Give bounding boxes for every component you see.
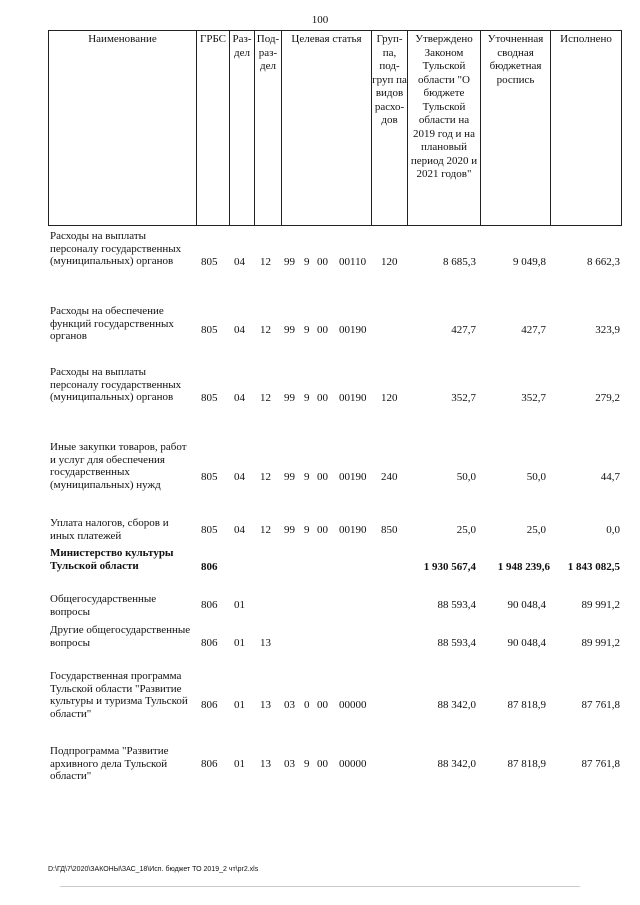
row-executed: 279,2 xyxy=(595,392,620,404)
row-target-4: 00190 xyxy=(339,471,367,483)
header-target xyxy=(281,30,371,226)
row-target-2: 9 xyxy=(304,524,310,536)
row-refined: 1 948 239,6 xyxy=(497,561,550,573)
row-grbs: 806 xyxy=(201,637,218,649)
row-target-3: 00 xyxy=(317,699,328,711)
scan-artifact-line xyxy=(60,886,580,887)
table-row xyxy=(0,305,640,345)
row-refined: 9 049,8 xyxy=(513,256,546,268)
row-approved: 8 685,3 xyxy=(443,256,476,268)
row-podrazdel: 13 xyxy=(260,758,271,770)
row-target-3: 00 xyxy=(317,256,328,268)
row-target-2: 9 xyxy=(304,324,310,336)
row-name: Государственная программа Тульской области "Развитие культуры и туризма Тульской области" xyxy=(50,670,188,720)
row-podrazdel: 12 xyxy=(260,392,271,404)
row-grbs: 805 xyxy=(201,471,218,483)
row-approved: 1 930 567,4 xyxy=(423,561,476,573)
header-razdel xyxy=(229,30,254,226)
row-razdel: 04 xyxy=(234,392,245,404)
header-grbs-text: ГРБС xyxy=(199,33,227,45)
header-podrazdel-text: Под-раз-дел xyxy=(256,33,280,72)
row-razdel: 04 xyxy=(234,324,245,336)
row-razdel: 01 xyxy=(234,599,245,611)
header-podrazdel xyxy=(254,30,281,226)
header-executed xyxy=(550,30,622,226)
row-executed: 44,7 xyxy=(600,471,620,483)
row-target-3: 00 xyxy=(317,392,328,404)
row-target-3: 00 xyxy=(317,758,328,770)
row-vr: 850 xyxy=(381,524,398,536)
row-target-3: 00 xyxy=(317,324,328,336)
row-target-1: 99 xyxy=(284,524,295,536)
row-name: Подпрограмма "Развитие архивного дела Тульской области" xyxy=(50,745,169,782)
row-approved: 88 342,0 xyxy=(437,699,476,711)
header-executed-text: Исполнено xyxy=(560,33,612,45)
row-approved: 50,0 xyxy=(456,471,476,483)
header-refined xyxy=(480,30,550,226)
row-vr: 120 xyxy=(381,256,398,268)
row-approved: 88 593,4 xyxy=(437,637,476,649)
row-executed: 0,0 xyxy=(606,524,620,536)
row-podrazdel: 12 xyxy=(260,524,271,536)
header-name-text: Наименование xyxy=(88,33,157,45)
row-razdel: 01 xyxy=(234,758,245,770)
row-grbs: 806 xyxy=(201,699,218,711)
page-number: 100 xyxy=(311,14,329,26)
row-target-2: 0 xyxy=(304,699,310,711)
row-name: Другие общегосударственные вопросы xyxy=(50,624,191,649)
table-row xyxy=(0,745,640,785)
row-name: Уплата налогов, сборов и иных платежей xyxy=(50,517,169,542)
row-name: Общегосударственные вопросы xyxy=(50,593,157,618)
row-target-3: 00 xyxy=(317,524,328,536)
row-target-1: 99 xyxy=(284,324,295,336)
row-target-4: 00190 xyxy=(339,324,367,336)
row-target-2: 9 xyxy=(304,471,310,483)
row-refined: 87 818,9 xyxy=(507,699,546,711)
row-target-1: 99 xyxy=(284,256,295,268)
row-target-4: 00110 xyxy=(339,256,367,268)
row-razdel: 04 xyxy=(234,524,245,536)
row-refined: 87 818,9 xyxy=(507,758,546,770)
header-name xyxy=(48,30,196,226)
header-refined-text: Уточненная сводная бюджетная роспись xyxy=(487,33,544,86)
row-executed: 8 662,3 xyxy=(587,256,620,268)
row-target-3: 00 xyxy=(317,471,328,483)
header-target-text: Целевая статья xyxy=(291,33,362,45)
row-executed: 87 761,8 xyxy=(581,699,620,711)
row-executed: 89 991,2 xyxy=(581,637,620,649)
row-razdel: 04 xyxy=(234,256,245,268)
header-approved-text: Утверждено Законом Тульской области "О бюджете Тульской области на 2019 год и на плановый период 2020 и 2021 годов" xyxy=(410,33,478,180)
row-podrazdel: 12 xyxy=(260,324,271,336)
row-name: Министерство культуры Тульской области xyxy=(50,547,174,572)
row-name: Расходы на выплаты персоналу государственных (муниципальных) органов xyxy=(50,366,182,403)
row-refined: 90 048,4 xyxy=(507,637,546,649)
row-grbs: 806 xyxy=(201,561,218,573)
row-target-2: 9 xyxy=(304,392,310,404)
table-row xyxy=(0,670,640,740)
row-executed: 87 761,8 xyxy=(581,758,620,770)
table-row xyxy=(0,517,640,543)
row-grbs: 806 xyxy=(201,758,218,770)
row-approved: 25,0 xyxy=(456,524,476,536)
row-vr: 120 xyxy=(381,392,398,404)
row-refined: 25,0 xyxy=(526,524,546,536)
row-name: Расходы на обеспечение функций государственных органов xyxy=(50,305,174,342)
row-podrazdel: 12 xyxy=(260,256,271,268)
row-executed: 89 991,2 xyxy=(581,599,620,611)
row-refined: 90 048,4 xyxy=(507,599,546,611)
file-path-footer: D:\ГД\7\2020\ЗАКОНЫ\ЗАС_18\Исп. бюджет ТО 2019_2 чт\pr2.xls xyxy=(48,866,259,873)
row-razdel: 01 xyxy=(234,637,245,649)
row-target-2: 9 xyxy=(304,758,310,770)
row-target-4: 00000 xyxy=(339,758,367,770)
table-row xyxy=(0,593,640,619)
header-group xyxy=(371,30,407,226)
row-approved: 88 593,4 xyxy=(437,599,476,611)
header-razdel-text: Раз-дел xyxy=(232,33,252,59)
header-approved xyxy=(407,30,480,226)
row-podrazdel: 12 xyxy=(260,471,271,483)
row-refined: 352,7 xyxy=(521,392,546,404)
row-grbs: 805 xyxy=(201,256,218,268)
row-refined: 50,0 xyxy=(526,471,546,483)
row-grbs: 805 xyxy=(201,324,218,336)
row-grbs: 805 xyxy=(201,392,218,404)
table-row xyxy=(0,230,640,282)
row-target-1: 03 xyxy=(284,699,295,711)
row-target-1: 03 xyxy=(284,758,295,770)
header-grbs xyxy=(196,30,229,226)
row-approved: 88 342,0 xyxy=(437,758,476,770)
row-target-4: 00190 xyxy=(339,392,367,404)
row-grbs: 806 xyxy=(201,599,218,611)
row-target-4: 00190 xyxy=(339,524,367,536)
row-grbs: 805 xyxy=(201,524,218,536)
row-target-1: 99 xyxy=(284,392,295,404)
row-refined: 427,7 xyxy=(521,324,546,336)
row-vr: 240 xyxy=(381,471,398,483)
row-approved: 352,7 xyxy=(451,392,476,404)
row-name: Иные закупки товаров, работ и услуг для обеспечения государственных (муниципальных) нужд xyxy=(50,441,187,491)
row-target-2: 9 xyxy=(304,256,310,268)
table-row xyxy=(0,441,640,513)
row-podrazdel: 13 xyxy=(260,637,271,649)
row-executed: 1 843 082,5 xyxy=(567,561,620,573)
row-approved: 427,7 xyxy=(451,324,476,336)
row-name: Расходы на выплаты персоналу государственных (муниципальных) органов xyxy=(50,230,182,267)
table-row-ministry xyxy=(0,547,640,573)
table-row xyxy=(0,624,640,664)
row-target-1: 99 xyxy=(284,471,295,483)
header-group-text: Груп-па, под-груп па видов расхо-дов xyxy=(372,33,407,126)
row-podrazdel: 13 xyxy=(260,699,271,711)
row-razdel: 01 xyxy=(234,699,245,711)
table-row xyxy=(0,366,640,418)
row-razdel: 04 xyxy=(234,471,245,483)
row-executed: 323,9 xyxy=(595,324,620,336)
row-target-4: 00000 xyxy=(339,699,367,711)
